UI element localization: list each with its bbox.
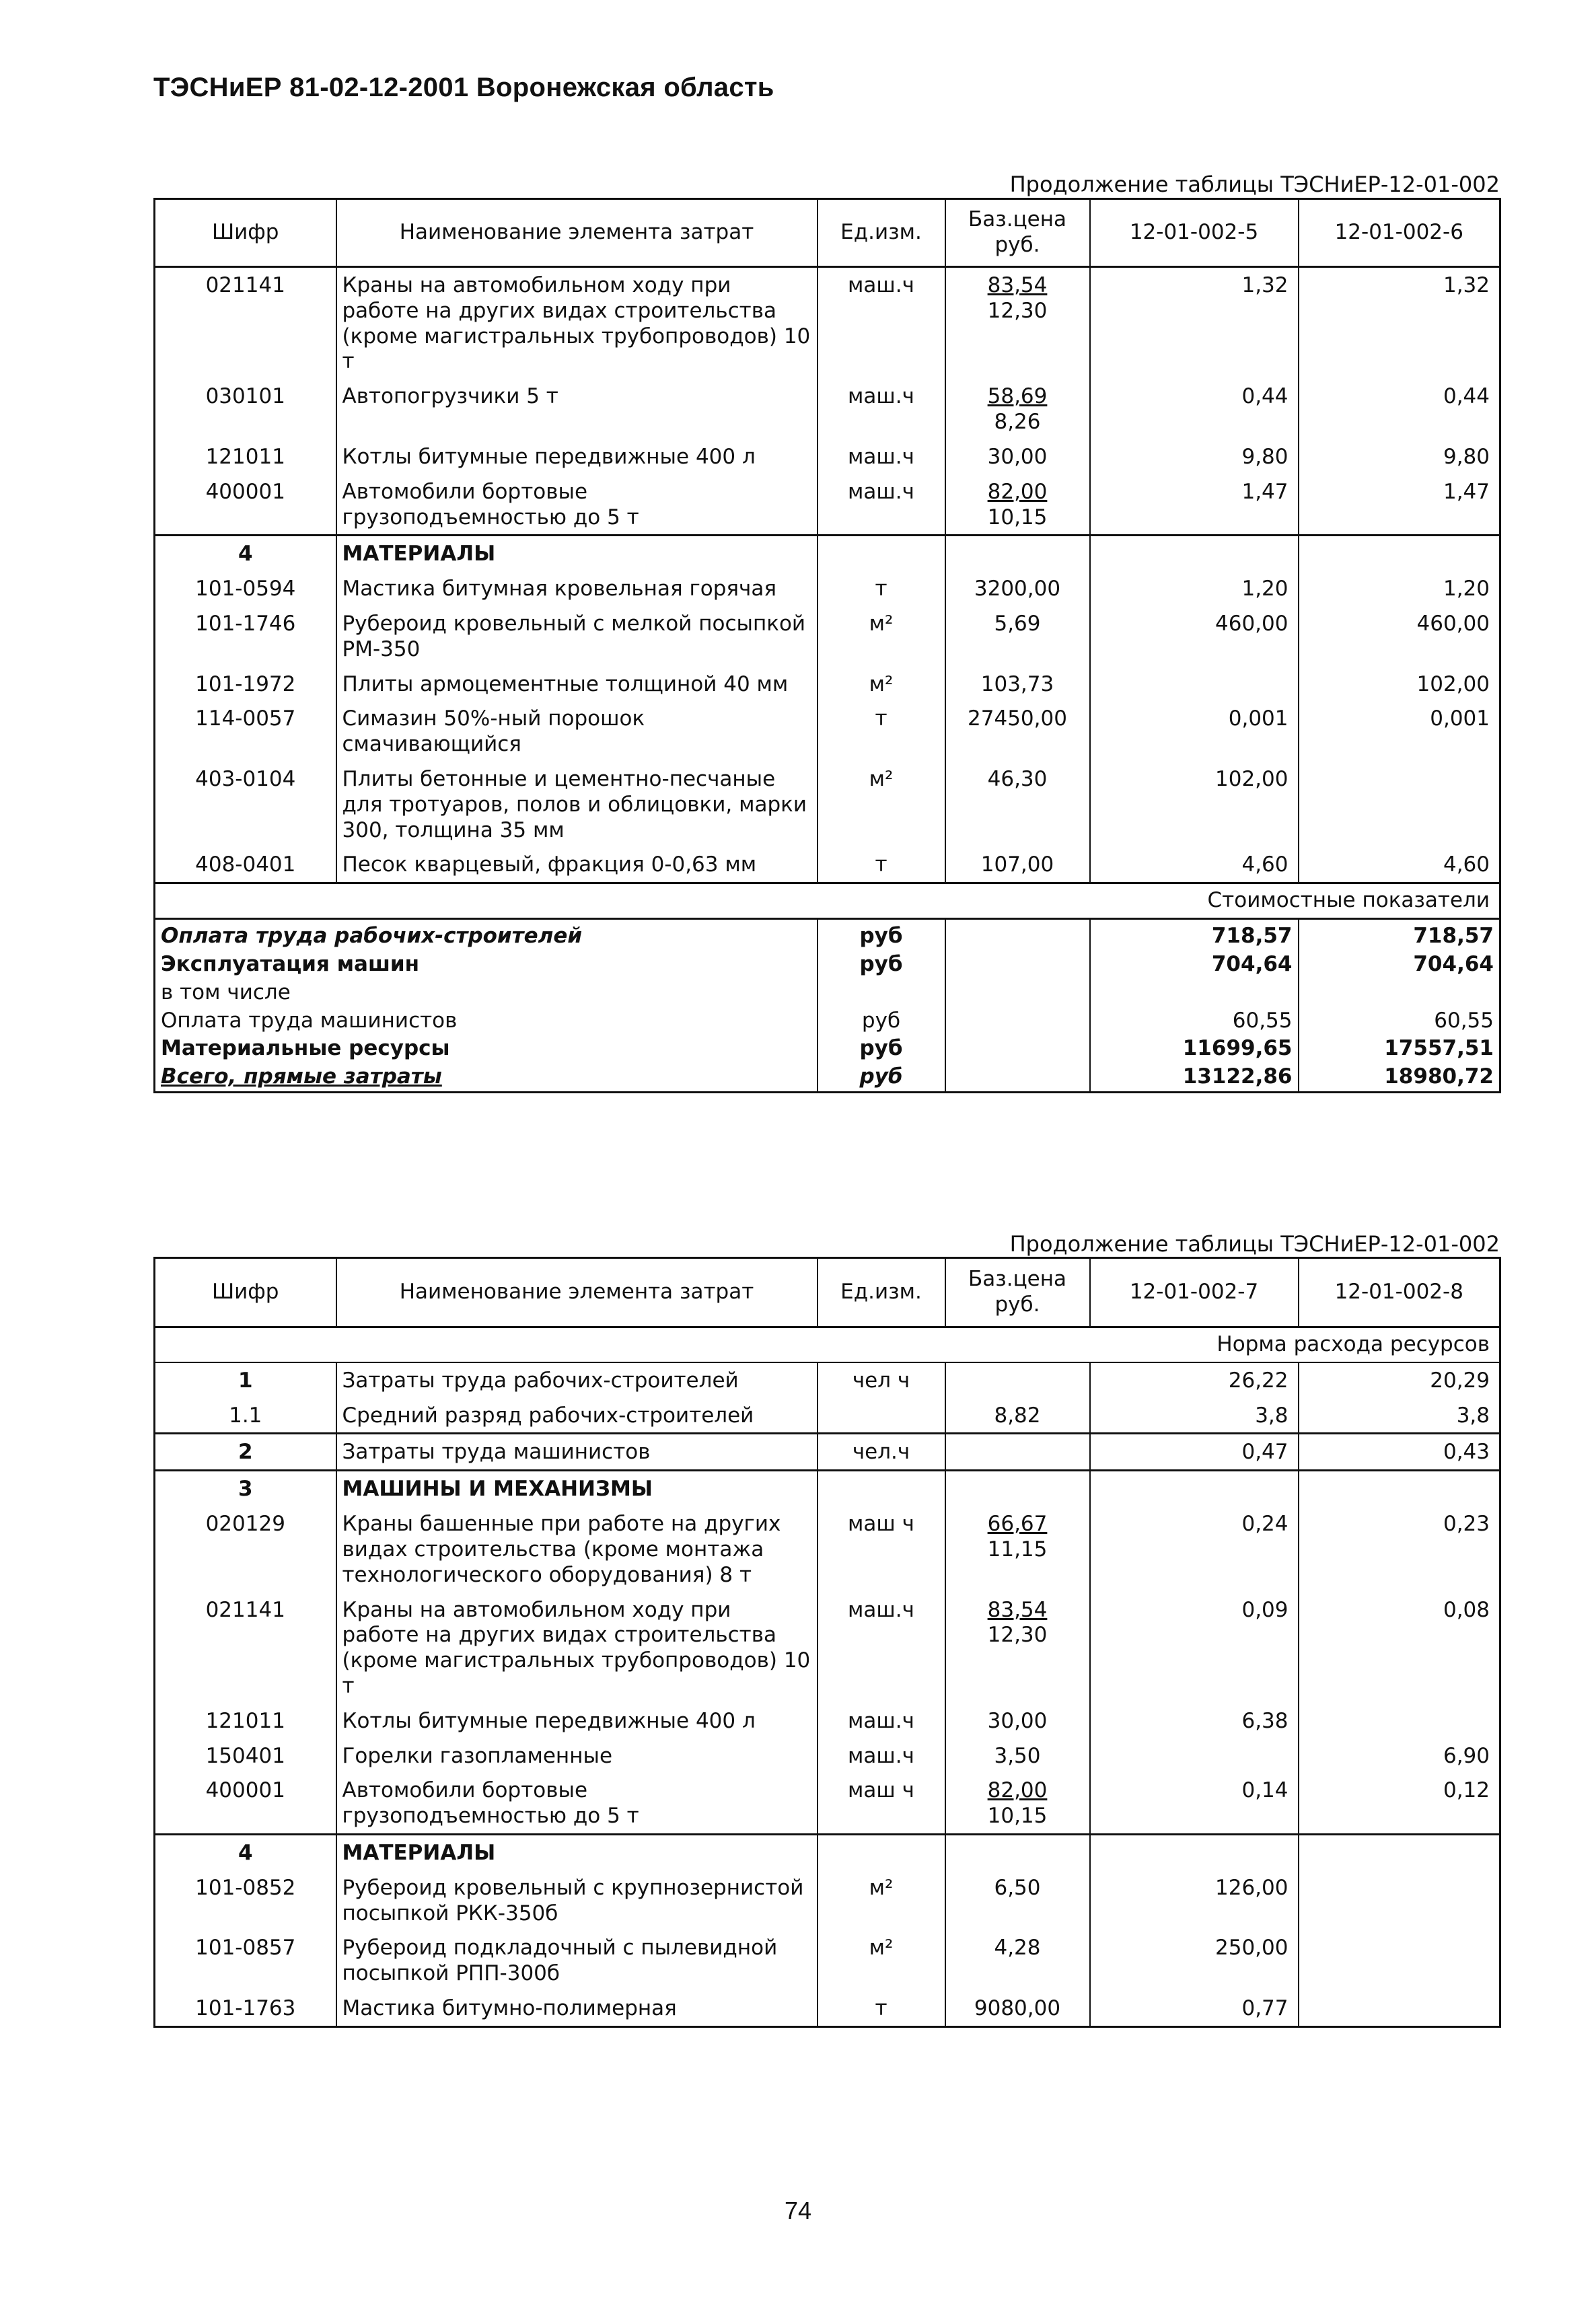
row-name: Краны на автомобильном ходу при работе на других видах строительства (кроме магистральных трубопроводов) 10 т bbox=[336, 1592, 818, 1704]
row-price: 6,50 bbox=[945, 1870, 1090, 1931]
summary-v2 bbox=[1299, 979, 1500, 1007]
row-name: Затраты труда рабочих-строителей bbox=[336, 1362, 818, 1398]
row-code: 1.1 bbox=[229, 1403, 262, 1428]
table-row bbox=[155, 1362, 1500, 1398]
row-price: 46,30 bbox=[945, 762, 1090, 847]
price-value: 58,69 bbox=[987, 384, 1048, 409]
row-unit: м² bbox=[818, 667, 945, 702]
row-name: Мастика битумная кровельная горячая bbox=[336, 571, 818, 606]
summary-unit bbox=[818, 979, 945, 1007]
table-row bbox=[155, 701, 1500, 762]
summary-v1 bbox=[1090, 979, 1299, 1007]
row-unit bbox=[818, 1398, 945, 1434]
row-v2: 0,12 bbox=[1299, 1773, 1500, 1834]
col-header-price: Баз.цена руб. bbox=[945, 199, 1090, 267]
row-v2: 6,90 bbox=[1299, 1738, 1500, 1773]
row-price bbox=[945, 1506, 1090, 1592]
band-row-norms bbox=[155, 1327, 1500, 1362]
row-v2: 102,00 bbox=[1299, 667, 1500, 702]
row-v2: 460,00 bbox=[1299, 606, 1500, 667]
row-v2: 1,20 bbox=[1299, 571, 1500, 606]
row-unit: т bbox=[818, 701, 945, 762]
table-row bbox=[155, 847, 1500, 883]
table-row bbox=[155, 1773, 1500, 1834]
section-code: 3 bbox=[155, 1471, 336, 1506]
row-code: 400001 bbox=[205, 479, 285, 504]
col-header-unit: Ед.изм. bbox=[818, 1258, 945, 1327]
summary-row bbox=[155, 951, 1500, 979]
row-unit: маш ч bbox=[818, 1506, 945, 1592]
table-row bbox=[155, 267, 1500, 379]
row-code: 114-0057 bbox=[195, 706, 296, 731]
summary-label: Материальные ресурсы bbox=[161, 1036, 450, 1061]
row-price bbox=[945, 474, 1090, 536]
row-v2: 0,23 bbox=[1299, 1506, 1500, 1592]
summary-label: в том числе bbox=[161, 980, 291, 1004]
price-value: 82,00 bbox=[987, 479, 1048, 504]
table-row bbox=[155, 1592, 1500, 1704]
row-code: 101-1972 bbox=[195, 671, 296, 696]
row-code: 1 bbox=[238, 1368, 253, 1393]
row-unit: маш.ч bbox=[818, 474, 945, 536]
row-price bbox=[945, 379, 1090, 439]
row-code: 121011 bbox=[205, 444, 285, 469]
row-v1 bbox=[1090, 1738, 1299, 1773]
table-row bbox=[155, 1930, 1500, 1991]
summary-v1: 718,57 bbox=[1090, 919, 1299, 951]
summary-label: Эксплуатация машин bbox=[161, 951, 420, 976]
section-row-materials bbox=[155, 536, 1500, 571]
row-unit: маш.ч bbox=[818, 1738, 945, 1773]
row-v1: 4,60 bbox=[1090, 847, 1299, 883]
summary-label: Оплата труда машинистов bbox=[161, 1008, 458, 1033]
page-title: ТЭСНиЕР 81-02-12-2001 Воронежская область bbox=[153, 73, 774, 102]
row-unit: маш.ч bbox=[818, 267, 945, 379]
summary-v2: 704,64 bbox=[1299, 951, 1500, 979]
col-header-name: Наименование элемента затрат bbox=[336, 1258, 818, 1327]
row-v2: 0,001 bbox=[1299, 701, 1500, 762]
col-header-code: Шифр bbox=[155, 1258, 336, 1327]
row-name: Краны на автомобильном ходу при работе на других видах строительства (кроме магистральных трубопроводов) 10 т bbox=[336, 267, 818, 379]
row-name: Рубероид подкладочный с пылевидной посыпкой РПП-300б bbox=[336, 1930, 818, 1991]
table-row bbox=[155, 606, 1500, 667]
row-code: 121011 bbox=[205, 1708, 285, 1733]
price-value: 66,67 bbox=[987, 1512, 1048, 1537]
row-v1: 0,47 bbox=[1090, 1434, 1299, 1471]
row-code: 408-0401 bbox=[195, 852, 296, 877]
row-v1: 1,32 bbox=[1090, 267, 1299, 379]
summary-label: Оплата труда рабочих-строителей bbox=[155, 919, 818, 951]
row-v1: 6,38 bbox=[1090, 1704, 1299, 1738]
row-code: 101-0857 bbox=[195, 1936, 296, 1961]
row-code: 400001 bbox=[205, 1778, 285, 1803]
summary-v1: 60,55 bbox=[1090, 1007, 1299, 1035]
col-header-price: Баз.цена руб. bbox=[945, 1258, 1090, 1327]
summary-row bbox=[155, 1035, 1500, 1063]
row-unit: м² bbox=[818, 762, 945, 847]
row-v1: 0,77 bbox=[1090, 1991, 1299, 2026]
row-v1: 102,00 bbox=[1090, 762, 1299, 847]
row-v2 bbox=[1299, 1870, 1500, 1931]
summary-v2: 17557,51 bbox=[1299, 1035, 1500, 1063]
table-row bbox=[155, 1870, 1500, 1931]
summary-row bbox=[155, 1007, 1500, 1035]
summary-v1: 11699,65 bbox=[1090, 1035, 1299, 1063]
summary-v1: 13122,86 bbox=[1090, 1063, 1299, 1092]
row-v2: 1,47 bbox=[1299, 474, 1500, 536]
row-unit: т bbox=[818, 571, 945, 606]
row-name: Автомобили бортовые грузоподъемностью до 5 т bbox=[336, 474, 818, 536]
summary-v1: 704,64 bbox=[1090, 951, 1299, 979]
row-price: 3200,00 bbox=[945, 571, 1090, 606]
row-unit: м² bbox=[818, 1930, 945, 1991]
row-v2: 20,29 bbox=[1299, 1362, 1500, 1398]
col-header-name: Наименование элемента затрат bbox=[336, 199, 818, 267]
row-v2: 0,08 bbox=[1299, 1592, 1500, 1704]
row-price: 27450,00 bbox=[945, 701, 1090, 762]
row-name: Плиты бетонные и цементно-песчаные для тротуаров, полов и облицовки, марки 300, толщина 35 мм bbox=[336, 762, 818, 847]
row-name: Котлы битумные передвижные 400 л bbox=[336, 1704, 818, 1738]
table2 bbox=[153, 1257, 1501, 2028]
summary-v2: 60,55 bbox=[1299, 1007, 1500, 1035]
row-price bbox=[945, 1362, 1090, 1398]
section-code: 4 bbox=[155, 536, 336, 571]
row-name: Симазин 50%-ный порошок смачивающийся bbox=[336, 701, 818, 762]
section-code: 4 bbox=[155, 1835, 336, 1870]
band-label: Стоимостные показатели bbox=[155, 883, 1500, 919]
section-row-machines bbox=[155, 1471, 1500, 1506]
row-v2: 1,32 bbox=[1299, 267, 1500, 379]
row-v1: 0,44 bbox=[1090, 379, 1299, 439]
row-code: 101-1746 bbox=[195, 611, 296, 636]
row-price: 9080,00 bbox=[945, 1991, 1090, 2026]
row-v1: 250,00 bbox=[1090, 1930, 1299, 1991]
table-row bbox=[155, 474, 1500, 536]
row-price: 4,28 bbox=[945, 1930, 1090, 1991]
price-wage: 10,15 bbox=[987, 1804, 1048, 1829]
price-value: 82,00 bbox=[987, 1778, 1048, 1803]
row-v2: 3,8 bbox=[1299, 1398, 1500, 1434]
row-v2: 0,43 bbox=[1299, 1434, 1500, 1471]
section-title: МАШИНЫ И МЕХАНИЗМЫ bbox=[336, 1471, 818, 1506]
row-code: 101-1763 bbox=[195, 1996, 296, 2021]
row-name: Котлы битумные передвижные 400 л bbox=[336, 439, 818, 474]
price-wage: 10,15 bbox=[987, 505, 1048, 529]
summary-label: Всего, прямые затраты bbox=[161, 1064, 442, 1089]
row-v1: 460,00 bbox=[1090, 606, 1299, 667]
row-price: 30,00 bbox=[945, 1704, 1090, 1738]
row-v1: 3,8 bbox=[1090, 1398, 1299, 1434]
row-unit: маш.ч bbox=[818, 1592, 945, 1704]
table1-caption: Продолжение таблицы ТЭСНиЕР-12-01-002 bbox=[1009, 172, 1500, 197]
summary-unit: руб bbox=[818, 1007, 945, 1035]
row-unit: м² bbox=[818, 606, 945, 667]
row-code: 2 bbox=[155, 1434, 336, 1471]
row-v1: 0,24 bbox=[1090, 1506, 1299, 1592]
col-header-v2: 12-01-002-8 bbox=[1299, 1258, 1500, 1327]
row-name: Средний разряд рабочих-строителей bbox=[336, 1398, 818, 1434]
summary-v2: 18980,72 bbox=[1299, 1063, 1500, 1092]
col-header-code: Шифр bbox=[155, 199, 336, 267]
row-name: Плиты армоцементные толщиной 40 мм bbox=[336, 667, 818, 702]
col-header-v1: 12-01-002-7 bbox=[1090, 1258, 1299, 1327]
table-row bbox=[155, 667, 1500, 702]
row-v1: 26,22 bbox=[1090, 1362, 1299, 1398]
row-code: 403-0104 bbox=[195, 767, 296, 791]
price-wage: 8,26 bbox=[994, 410, 1041, 435]
row-unit: маш.ч bbox=[818, 1704, 945, 1738]
row-v1: 1,20 bbox=[1090, 571, 1299, 606]
row-code: 101-0852 bbox=[195, 1875, 296, 1900]
col-header-unit: Ед.изм. bbox=[818, 199, 945, 267]
table-row bbox=[155, 762, 1500, 847]
summary-unit: руб bbox=[818, 1035, 945, 1063]
row-code: 030101 bbox=[205, 384, 285, 409]
row-v1: 9,80 bbox=[1090, 439, 1299, 474]
col-header-v2: 12-01-002-6 bbox=[1299, 199, 1500, 267]
row-name: Затраты труда машинистов bbox=[336, 1434, 818, 1471]
row-v1: 1,47 bbox=[1090, 474, 1299, 536]
row-price bbox=[945, 1592, 1090, 1704]
table1-header-row bbox=[155, 199, 1500, 267]
row-price bbox=[945, 1773, 1090, 1834]
col-header-v1: 12-01-002-5 bbox=[1090, 199, 1299, 267]
row-price bbox=[945, 267, 1090, 379]
section-title: МАТЕРИАЛЫ bbox=[336, 536, 818, 571]
row-v1: 0,001 bbox=[1090, 701, 1299, 762]
row-code: 021141 bbox=[205, 273, 285, 297]
summary-v2: 718,57 bbox=[1299, 919, 1500, 951]
row-name: Автопогрузчики 5 т bbox=[336, 379, 818, 439]
row-unit: маш.ч bbox=[818, 379, 945, 439]
table-row bbox=[155, 1991, 1500, 2026]
row-v1 bbox=[1090, 667, 1299, 702]
row-unit: маш ч bbox=[818, 1773, 945, 1834]
row-v1: 0,14 bbox=[1090, 1773, 1299, 1834]
summary-row bbox=[155, 979, 1500, 1007]
row-v2: 4,60 bbox=[1299, 847, 1500, 883]
table-row bbox=[155, 1704, 1500, 1738]
row-unit: т bbox=[818, 847, 945, 883]
price-wage: 12,30 bbox=[987, 1623, 1048, 1648]
row-name: Горелки газопламенные bbox=[336, 1738, 818, 1773]
band-label: Норма расхода ресурсов bbox=[155, 1327, 1500, 1362]
price-wage: 12,30 bbox=[987, 298, 1048, 323]
row-name: Рубероид кровельный с крупнозернистой посыпкой РКК-350б bbox=[336, 1870, 818, 1931]
row-name: Краны башенные при работе на других видах строительства (кроме монтажа технологического оборудования) 8 т bbox=[336, 1506, 818, 1592]
row-name: Рубероид кровельный с мелкой посыпкой РМ-350 bbox=[336, 606, 818, 667]
row-name: Автомобили бортовые грузоподъемностью до 5 т bbox=[336, 1773, 818, 1834]
band-row-cost bbox=[155, 883, 1500, 919]
row-v1: 126,00 bbox=[1090, 1870, 1299, 1931]
row-v2 bbox=[1299, 1991, 1500, 2026]
table2-header-row bbox=[155, 1258, 1500, 1327]
price-value: 83,54 bbox=[987, 273, 1048, 297]
price-wage: 11,15 bbox=[987, 1537, 1048, 1562]
row-name: Песок кварцевый, фракция 0-0,63 мм bbox=[336, 847, 818, 883]
summary-row bbox=[155, 919, 1500, 951]
row-unit: чел ч bbox=[818, 1362, 945, 1398]
row-code: 021141 bbox=[205, 1597, 285, 1622]
row-price: 30,00 bbox=[945, 439, 1090, 474]
table-row bbox=[155, 571, 1500, 606]
row-name: Мастика битумно-полимерная bbox=[336, 1991, 818, 2026]
section-title: МАТЕРИАЛЫ bbox=[336, 1835, 818, 1870]
section-row-materials bbox=[155, 1835, 1500, 1870]
summary-unit: руб bbox=[818, 951, 945, 979]
row-v1: 0,09 bbox=[1090, 1592, 1299, 1704]
row-price: 5,69 bbox=[945, 606, 1090, 667]
table-row bbox=[155, 379, 1500, 439]
table-row bbox=[155, 439, 1500, 474]
row-unit: м² bbox=[818, 1870, 945, 1931]
row-v2: 9,80 bbox=[1299, 439, 1500, 474]
table-row bbox=[155, 1398, 1500, 1434]
table-row bbox=[155, 1506, 1500, 1592]
row-v2 bbox=[1299, 1930, 1500, 1991]
row-price: 103,73 bbox=[945, 667, 1090, 702]
summary-row bbox=[155, 1063, 1500, 1092]
table1 bbox=[153, 198, 1501, 1093]
table-row bbox=[155, 1434, 1500, 1471]
price-value: 83,54 bbox=[987, 1597, 1048, 1622]
row-v2 bbox=[1299, 1704, 1500, 1738]
row-unit: чел.ч bbox=[818, 1434, 945, 1471]
row-price: 107,00 bbox=[945, 847, 1090, 883]
summary-unit: руб bbox=[818, 1063, 945, 1092]
page-number: 74 bbox=[784, 2197, 812, 2224]
row-v2: 0,44 bbox=[1299, 379, 1500, 439]
row-price bbox=[945, 1434, 1090, 1471]
summary-unit: руб bbox=[818, 919, 945, 951]
row-code: 150401 bbox=[205, 1743, 285, 1768]
row-price: 3,50 bbox=[945, 1738, 1090, 1773]
row-unit: маш.ч bbox=[818, 439, 945, 474]
row-code: 101-0594 bbox=[195, 577, 296, 601]
row-v2 bbox=[1299, 762, 1500, 847]
row-price: 8,82 bbox=[945, 1398, 1090, 1434]
table2-caption: Продолжение таблицы ТЭСНиЕР-12-01-002 bbox=[1009, 1231, 1500, 1257]
table-row bbox=[155, 1738, 1500, 1773]
row-code: 020129 bbox=[205, 1512, 285, 1537]
row-unit: т bbox=[818, 1991, 945, 2026]
